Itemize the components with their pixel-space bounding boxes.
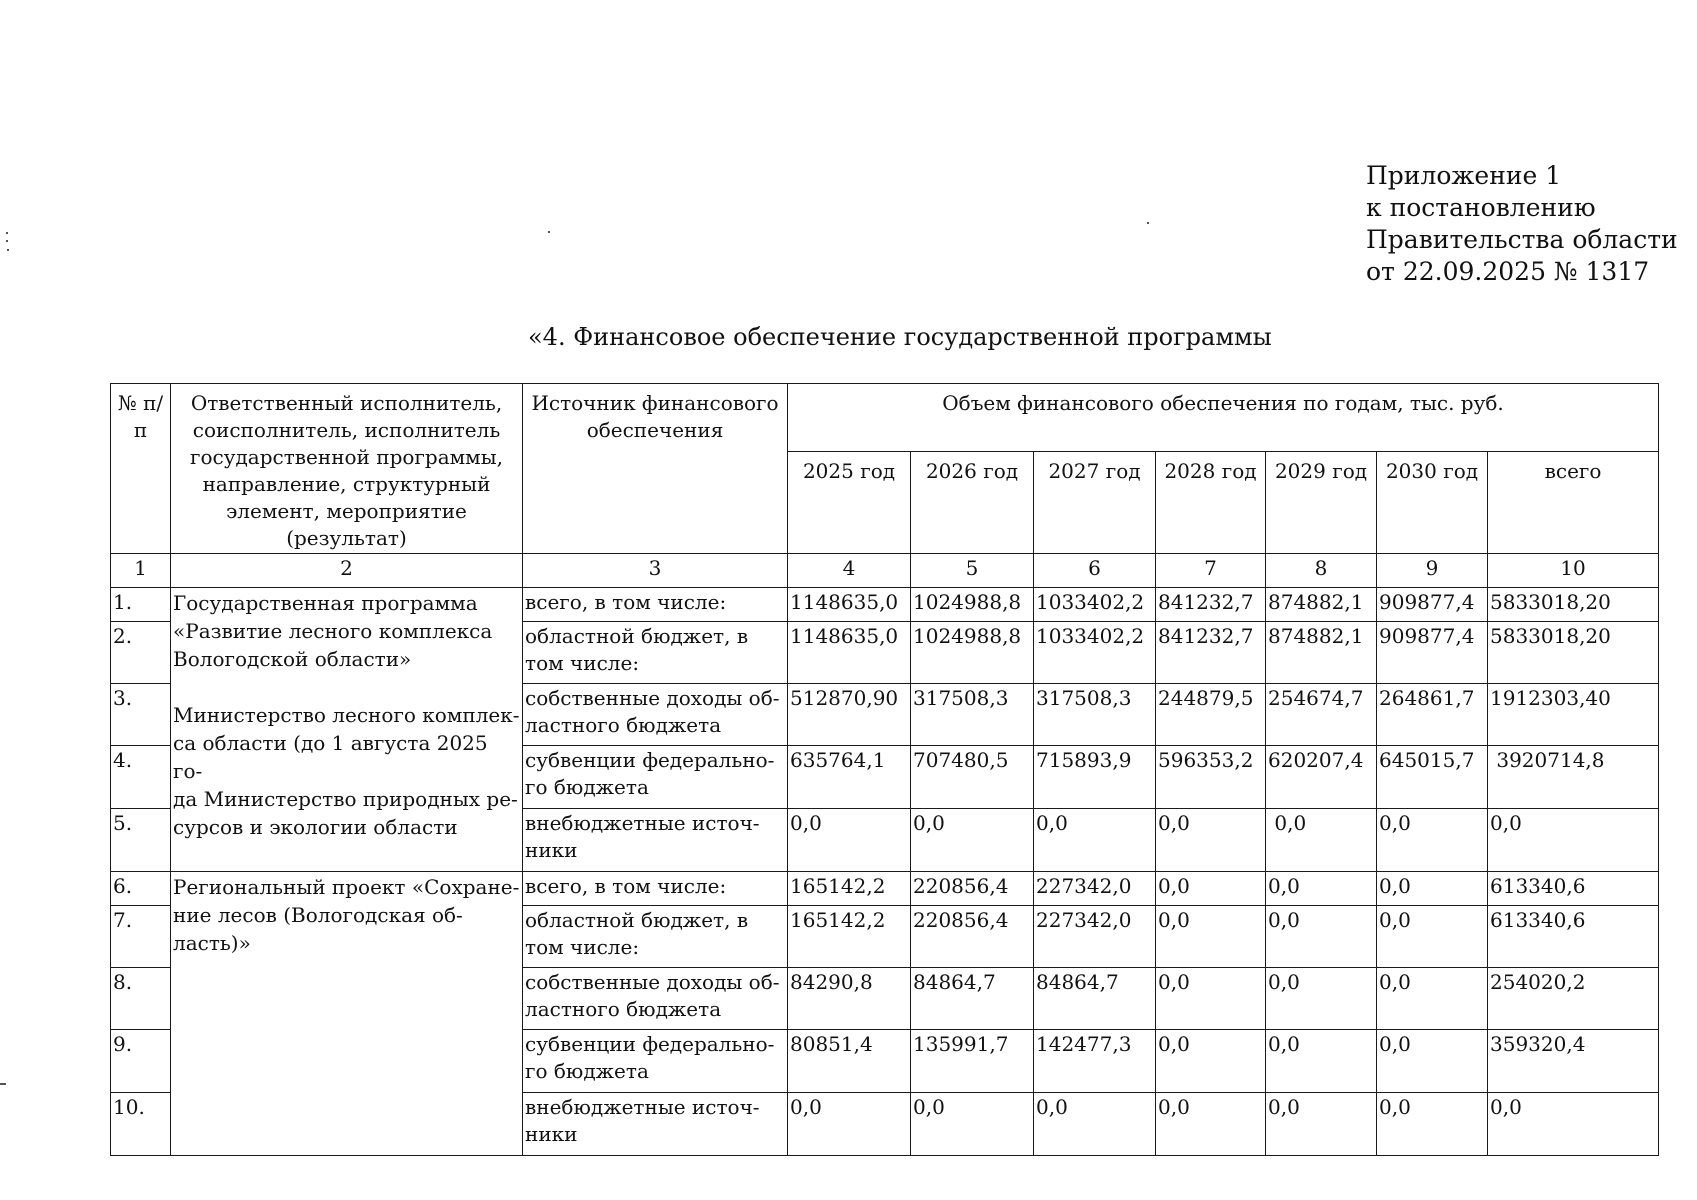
year-value-cell: 715893,9 [1034,746,1156,809]
year-value-cell: 596353,2 [1156,746,1266,809]
header-responsible: Ответственный исполнитель, соисполнитель, исполнитель государственной программы, направление, структурный элемент, мероприятие (результат) [171,384,523,554]
year-value-cell: 0,0 [1266,1030,1377,1093]
responsible-line: Вологодской области» [173,647,412,671]
responsible-line: да Министерство природных ре- [173,787,518,811]
year-value-cell: 220856,4 [911,906,1034,968]
row-number: 3. [111,684,171,746]
section-title: «4. Финансовое обеспечение государственной программы [528,323,1272,351]
column-number: 4 [788,554,911,588]
source-cell: областной бюджет, в том числе: [523,906,788,968]
year-value-cell: 0,0 [1377,968,1488,1030]
header-row [111,384,1659,452]
row-number: 9. [111,1030,171,1093]
source-cell: собственные доходы об-ластного бюджета [523,684,788,746]
row-number: 1. [111,588,171,622]
row-number: 10. [111,1093,171,1156]
total-value-cell: 3920714,8 [1488,746,1659,809]
year-value-cell: 874882,1 [1266,588,1377,622]
source-cell: областной бюджет, в том числе: [523,622,788,684]
year-value-cell: 0,0 [1377,1093,1488,1156]
year-value-cell: 317508,3 [1034,684,1156,746]
header-year: 2026 год [911,452,1034,554]
responsible-line: «Развитие лесного комплекса [173,619,493,643]
total-value-cell: 613340,6 [1488,872,1659,906]
header-year: 2027 год [1034,452,1156,554]
responsible-line: Государственная программа [173,591,478,615]
scan-mark [548,231,550,233]
year-value-cell: 264861,7 [1377,684,1488,746]
year-value-cell: 0,0 [1377,809,1488,872]
year-value-cell: 0,0 [1266,968,1377,1030]
year-value-cell: 909877,4 [1377,622,1488,684]
year-value-cell: 0,0 [1156,1093,1266,1156]
year-value-cell: 227342,0 [1034,906,1156,968]
year-value-cell: 0,0 [1156,872,1266,906]
year-value-cell: 1024988,8 [911,622,1034,684]
year-value-cell: 0,0 [1156,1030,1266,1093]
column-number: 6 [1034,554,1156,588]
table-row [111,588,1659,622]
year-value-cell: 0,0 [1034,809,1156,872]
year-value-cell: 1024988,8 [911,588,1034,622]
appendix-line: к постановлению [1366,193,1596,222]
total-value-cell: 5833018,20 [1488,588,1659,622]
row-number: 2. [111,622,171,684]
appendix-line: от 22.09.2025 № 1317 [1366,257,1650,286]
year-value-cell: 0,0 [1156,968,1266,1030]
column-number: 1 [111,554,171,588]
total-value-cell: 1912303,40 [1488,684,1659,746]
responsible-line: Министерство лесного комплек- [173,703,520,727]
year-value-cell: 135991,7 [911,1030,1034,1093]
column-number: 3 [523,554,788,588]
year-value-cell: 707480,5 [911,746,1034,809]
header-volume: Объем финансового обеспечения по годам, тыс. руб. [788,384,1659,452]
responsible-line: ние лесов (Вологодская об- [173,903,463,927]
total-value-cell: 0,0 [1488,1093,1659,1156]
year-value-cell: 1148635,0 [788,622,911,684]
row-number: 5. [111,809,171,872]
column-number: 9 [1377,554,1488,588]
header-total: всего [1488,452,1659,554]
year-value-cell: 0,0 [1377,872,1488,906]
year-value-cell: 0,0 [788,809,911,872]
year-value-cell: 1148635,0 [788,588,911,622]
row-number: 8. [111,968,171,1030]
total-value-cell: 254020,2 [1488,968,1659,1030]
year-value-cell: 165142,2 [788,872,911,906]
year-value-cell: 0,0 [911,809,1034,872]
source-cell: внебюджетные источ-ники [523,809,788,872]
year-value-cell: 165142,2 [788,906,911,968]
column-number: 2 [171,554,523,588]
year-value-cell: 0,0 [1266,872,1377,906]
header-year: 2029 год [1266,452,1377,554]
column-number-row [111,554,1659,588]
row-number: 6. [111,872,171,906]
responsible-line [173,673,520,701]
year-value-cell: 645015,7 [1377,746,1488,809]
column-number: 10 [1488,554,1659,588]
year-value-cell: 0,0 [1034,1093,1156,1156]
column-number: 7 [1156,554,1266,588]
source-cell: всего, в том числе: [523,872,788,906]
column-number: 5 [911,554,1034,588]
responsible-line: са области (до 1 августа 2025 го- [173,731,488,783]
header-year: 2030 год [1377,452,1488,554]
year-value-cell: 254674,7 [1266,684,1377,746]
year-value-cell: 0,0 [911,1093,1034,1156]
year-value-cell: 620207,4 [1266,746,1377,809]
appendix-line: Приложение 1 [1366,161,1562,190]
year-value-cell: 1033402,2 [1034,622,1156,684]
year-value-cell: 0,0 [1156,809,1266,872]
total-value-cell: 613340,6 [1488,906,1659,968]
year-value-cell: 0,0 [1377,1030,1488,1093]
year-value-cell: 841232,7 [1156,588,1266,622]
year-value-cell: 874882,1 [1266,622,1377,684]
total-value-cell: 5833018,20 [1488,622,1659,684]
year-value-cell: 84864,7 [911,968,1034,1030]
year-value-cell: 244879,5 [1156,684,1266,746]
responsible-cell [171,588,523,872]
year-value-cell: 84864,7 [1034,968,1156,1030]
source-cell: собственные доходы об-ластного бюджета [523,968,788,1030]
scan-mark [6,240,8,242]
year-value-cell: 512870,90 [788,684,911,746]
financing-table [110,383,1659,1156]
header-year: 2028 год [1156,452,1266,554]
row-number: 7. [111,906,171,968]
source-cell: субвенции федерально-го бюджета [523,1030,788,1093]
scan-mark [1147,222,1149,224]
header-source: Источник финансового обеспечения [523,384,788,554]
year-value-cell: 0,0 [788,1093,911,1156]
source-cell: всего, в том числе: [523,588,788,622]
appendix-line: Правительства области [1366,225,1678,254]
year-value-cell: 841232,7 [1156,622,1266,684]
scan-mark [6,232,8,234]
year-value-cell: 0,0 [1377,906,1488,968]
table-row [111,872,1659,906]
total-value-cell: 0,0 [1488,809,1659,872]
responsible-cell [171,872,523,1156]
row-number: 4. [111,746,171,809]
year-value-cell: 909877,4 [1377,588,1488,622]
year-value-cell: 80851,4 [788,1030,911,1093]
year-value-cell: 220856,4 [911,872,1034,906]
year-value-cell: 0,0 [1156,906,1266,968]
year-value-cell: 635764,1 [788,746,911,809]
header-year: 2025 год [788,452,911,554]
appendix-block [1366,160,1678,288]
source-cell: внебюджетные источ-ники [523,1093,788,1156]
year-value-cell: 84290,8 [788,968,911,1030]
year-value-cell: 317508,3 [911,684,1034,746]
total-value-cell: 359320,4 [1488,1030,1659,1093]
responsible-line: Региональный проект «Сохране- [173,875,520,899]
scan-mark [7,249,9,251]
header-num: № п/п [111,384,171,554]
year-value-cell: 227342,0 [1034,872,1156,906]
year-value-cell: 1033402,2 [1034,588,1156,622]
responsible-line: ласть)» [173,931,251,955]
year-value-cell: 0,0 [1266,906,1377,968]
year-value-cell: 142477,3 [1034,1030,1156,1093]
responsible-line: сурсов и экологии области [173,815,458,839]
year-value-cell: 0,0 [1266,1093,1377,1156]
column-number: 8 [1266,554,1377,588]
scan-mark [0,1083,6,1085]
year-value-cell: 0,0 [1266,809,1377,872]
source-cell: субвенции федерально-го бюджета [523,746,788,809]
